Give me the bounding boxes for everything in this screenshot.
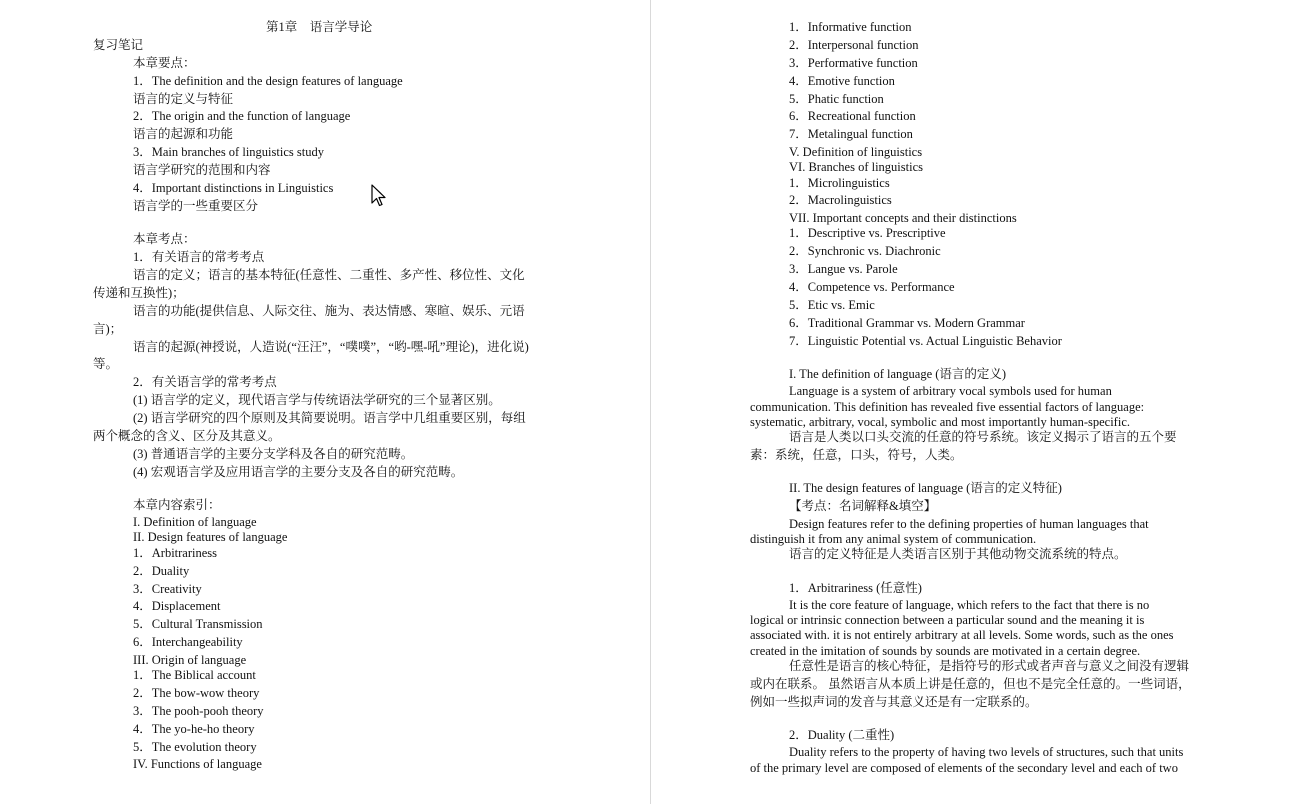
index-item: 3．Performative function (789, 56, 918, 70)
index-item: 2．The bow-wow theory (133, 686, 260, 700)
text-line: It is the core feature of language, which refers to the fact that there is no (789, 598, 1150, 612)
text-line: created in the imitation of sounds by sounds are motivated in a certain degree. (750, 644, 1141, 658)
subheading: 本章要点： (133, 56, 196, 70)
text-line: associated with. it is not entirely arbitrary at all levels. Some words, such as the ones (750, 628, 1174, 642)
text-line: 两个概念的含义、区分及其意义。 (93, 429, 281, 443)
mouse-cursor-icon (371, 184, 387, 212)
index-item: 1．Descriptive vs. Prescriptive (789, 226, 946, 240)
text-line: communication. This definition has revealed five essential factors of language: (750, 400, 1145, 414)
subheading: 本章内容索引： (133, 498, 221, 512)
section-heading: 2．Duality (二重性) (789, 728, 895, 742)
text-line: (4) 宏观语言学及应用语言学的主要分支及各自的研究范畴。 (133, 465, 464, 479)
index-item: 1．Arbitrariness (133, 546, 218, 560)
text-line: 语言学研究的范围和内容 (133, 163, 271, 177)
index-item: 4．Competence vs. Performance (789, 280, 955, 294)
text-line: 语言的定义；语言的基本特征(任意性、二重性、多产性、移位性、文化 (133, 268, 525, 282)
text-line: 传递和互换性)； (93, 286, 185, 300)
index-item: 4．Displacement (133, 599, 221, 613)
index-item: 4．The yo-he-ho theory (133, 722, 255, 736)
text-line: 3．Main branches of linguistics study (133, 145, 324, 159)
index-item: 1．Microlinguistics (789, 176, 890, 190)
index-item: 2．Synchronic vs. Diachronic (789, 244, 941, 258)
index-item: 4．Emotive function (789, 74, 895, 88)
text-line: of the primary level are composed of elements of the secondary level and each of two (750, 761, 1178, 775)
text-line: 1．有关语言的常考考点 (133, 250, 265, 264)
text-line: 语言的定义特征是人类语言区别于其他动物交流系统的特点。 (789, 547, 1127, 561)
exam-tag: 【考点：名词解释&填空】 (789, 499, 937, 513)
text-line: 任意性是语言的核心特征，是指符号的形式或者声音与意义之间没有逻辑 (789, 659, 1190, 673)
section-heading: I. The definition of language (语言的定义) (789, 367, 1007, 381)
index-item: 7．Metalingual function (789, 127, 913, 141)
section-heading: II. The design features of language (语言的定义特征) (789, 481, 1062, 495)
text-line: (1) 语言学的定义，现代语言学与传统语法学研究的三个显著区别。 (133, 393, 501, 407)
index-item: II. Design features of language (133, 530, 288, 544)
text-line: 等。 (93, 357, 119, 371)
index-item: VII. Important concepts and their distinctions (789, 211, 1017, 225)
index-item: 7．Linguistic Potential vs. Actual Linguistic Behavior (789, 334, 1062, 348)
text-line: 语言的起源(神授说，人造说(“汪汪”，“噗噗”，“哟-嘿-吼”理论)，进化说) (133, 340, 529, 354)
index-item: 1．The Biblical account (133, 668, 256, 682)
index-item: 2．Duality (133, 564, 190, 578)
text-line: 语言学的一些重要区分 (133, 199, 259, 213)
text-line: 4．Important distinctions in Linguistics (133, 181, 334, 195)
text-line: Design features refer to the defining properties of human languages that (789, 517, 1149, 531)
text-line: 1．The definition and the design features of language (133, 74, 403, 88)
text-line: (3) 普通语言学的主要分支学科及各自的研究范畴。 (133, 447, 414, 461)
index-item: 3．Langue vs. Parole (789, 262, 898, 276)
chapter-title: 第1章 语言学导论 (266, 20, 373, 34)
subheading: 本章考点： (133, 232, 196, 246)
index-item: 2．Interpersonal function (789, 38, 919, 52)
text-line: 素：系统，任意，口头，符号，人类。 (750, 448, 963, 462)
text-line: distinguish it from any animal system of communication. (750, 532, 1037, 546)
text-line: Duality refers to the property of having two levels of structures, such that units (789, 745, 1184, 759)
text-line: 语言的起源和功能 (133, 127, 234, 141)
text-line: 2．The origin and the function of language (133, 109, 351, 123)
index-item: I. Definition of language (133, 515, 257, 529)
index-item: III. Origin of language (133, 653, 247, 667)
index-item: 5．Phatic function (789, 92, 884, 106)
section-heading: 1．Arbitrariness (任意性) (789, 581, 922, 595)
text-line: 语言的功能(提供信息、人际交往、施为、表达情感、寒暄、娱乐、元语 (133, 304, 525, 318)
text-line: systematic, arbitrary, vocal, symbolic and most importantly human-specific. (750, 415, 1130, 429)
text-line: 2．有关语言学的常考考点 (133, 375, 277, 389)
index-item: 5．The evolution theory (133, 740, 257, 754)
text-line: 例如一些拟声词的发音与其意义还是有一定联系的。 (750, 695, 1038, 709)
text-line: logical or intrinsic connection between a particular sound and the meaning it is (750, 613, 1145, 627)
index-item: V. Definition of linguistics (789, 145, 923, 159)
index-item: 5．Etic vs. Emic (789, 298, 875, 312)
index-item: IV. Functions of language (133, 757, 262, 771)
text-line: 言)； (93, 322, 123, 336)
text-line: Language is a system of arbitrary vocal symbols used for human (789, 384, 1112, 398)
text-line: 或内在联系。 虽然语言从本质上讲是任意的，但也不是完全任意的。一些词语， (750, 677, 1191, 691)
page-divider (650, 0, 651, 804)
index-item: VI. Branches of linguistics (789, 160, 924, 174)
index-item: 3．Creativity (133, 582, 202, 596)
index-item: 6．Interchangeability (133, 635, 243, 649)
text-line: 语言是人类以口头交流的任意的符号系统。该定义揭示了语言的五个要 (789, 430, 1177, 444)
index-item: 2．Macrolinguistics (789, 193, 892, 207)
index-item: 1．Informative function (789, 20, 912, 34)
text-line: (2) 语言学研究的四个原则及其简要说明。语言学中几组重要区别，每组 (133, 411, 526, 425)
index-item: 6．Recreational function (789, 109, 916, 123)
index-item: 3．The pooh-pooh theory (133, 704, 264, 718)
index-item: 6．Traditional Grammar vs. Modern Grammar (789, 316, 1025, 330)
section-heading: 复习笔记 (93, 38, 144, 52)
index-item: 5．Cultural Transmission (133, 617, 263, 631)
text-line: 语言的定义与特征 (133, 92, 234, 106)
